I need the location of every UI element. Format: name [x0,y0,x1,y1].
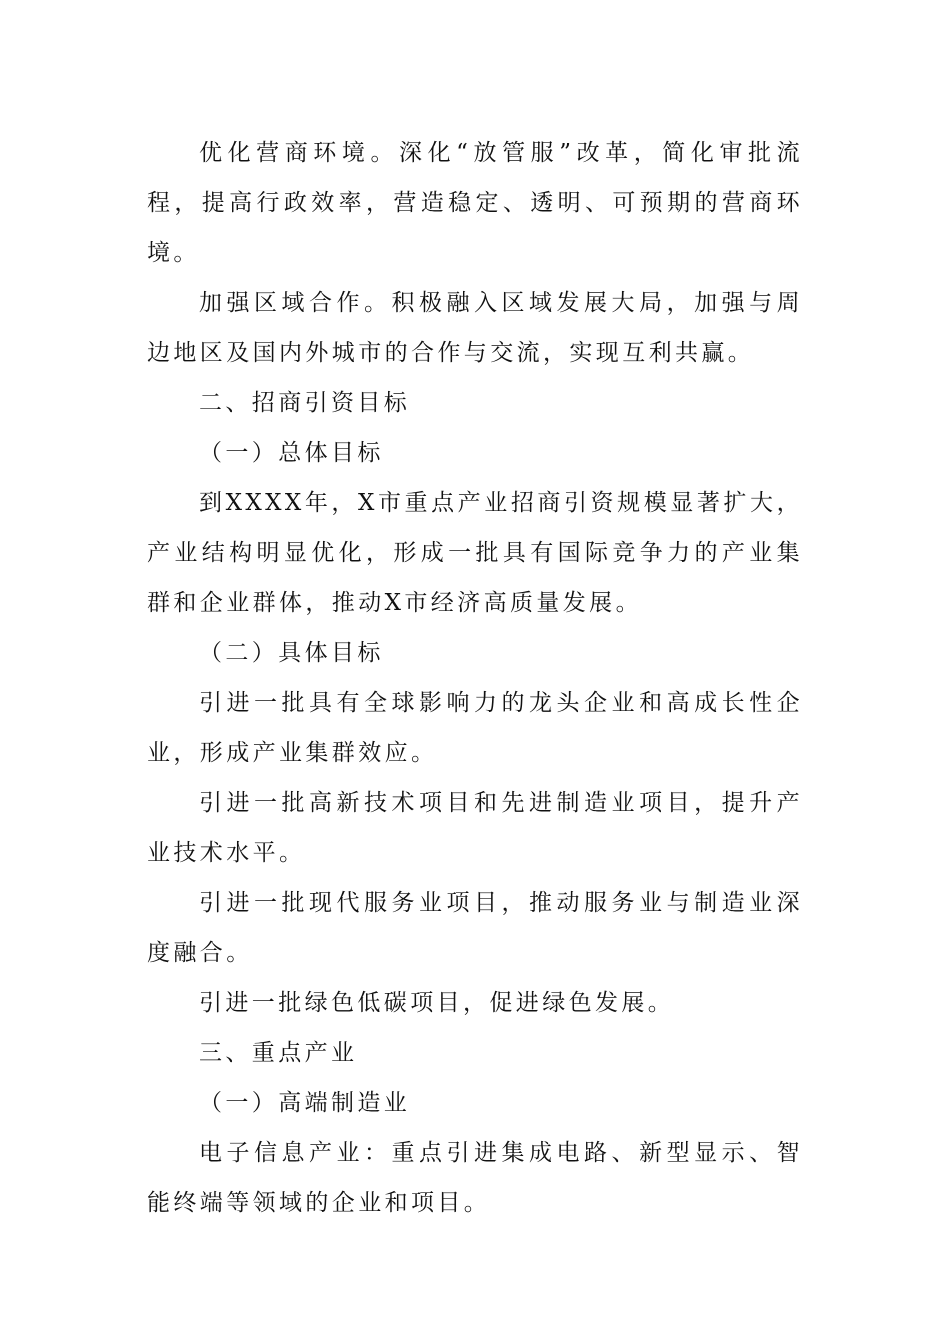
subsection-heading-high-end-manufacturing: （一）高端制造业 [199,1090,411,1116]
paragraph-high-tech-projects: 引进一批高新技术项目和先进制造业项目，提升产业技术水平。 [147,790,803,866]
subsection-heading-overall-goal: （一）总体目标 [199,440,384,466]
paragraph-modern-services: 引进一批现代服务业项目，推动服务业与制造业深度融合。 [147,890,803,966]
paragraph-leading-enterprises: 引进一批具有全球影响力的龙头企业和高成长性企业，形成产业集群效应。 [147,690,803,766]
paragraph-green-projects: 引进一批绿色低碳项目，促进绿色发展。 [199,990,675,1016]
subsection-heading-specific-goals: （二）具体目标 [199,640,384,666]
section-heading-key-industries: 三、重点产业 [199,1040,358,1066]
paragraph-regional-cooperation: 加强区域合作。积极融入区域发展大局，加强与周边地区及国内外城市的合作与交流，实现互利共赢。 [147,290,803,366]
paragraph-overall-goal: 到XXXX年，X市重点产业招商引资规模显著扩大，产业结构明显优化，形成一批具有国际竞争力的产业集群和企业群体，推动X市经济高质量发展。 [147,490,803,616]
paragraph-business-environment: 优化营商环境。深化“放管服”改革，简化审批流程，提高行政效率，营造稳定、透明、可预期的营商环境。 [147,140,803,266]
section-heading-investment-goals: 二、招商引资目标 [199,390,411,416]
document-body [147,128,803,1228]
paragraph-electronic-information: 电子信息产业：重点引进集成电路、新型显示、智能终端等领域的企业和项目。 [147,1140,803,1216]
